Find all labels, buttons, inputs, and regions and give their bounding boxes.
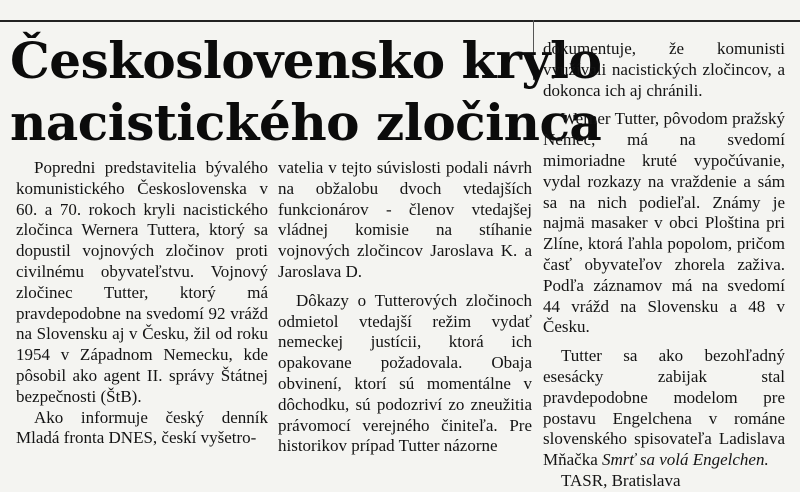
paragraph: dokumentuje, že komunisti využívali nacistických zločincov, a dokonca ich aj chránili. bbox=[543, 39, 785, 100]
byline: TASR, Bratislava bbox=[561, 470, 681, 490]
paragraph: Werner Tutter, pôvodom pražský Nemec, má na svedomí mimoriadne kruté vypočúvanie, vydal rozkazy na vraždenie a sám sa na nich podieľal. Známy je najmä masaker v obci Ploština pri Zlíne, ktorá ľahla popolom, pričom časť obyvateľov zhorela zaživa. Podľa záznamov má na svedomí 44 vrážd na Slovensku a 48 v Česku. bbox=[543, 109, 785, 337]
headline bbox=[10, 30, 602, 154]
paragraph: Dôkazy o Tutterových zločinoch odmietol vtedajší režim vydať nemeckej justícii, ktorá ich opakovane požadovala. Obaja obvinení, ktorí sú momentálne v dôchodku, sú podozriví zo zneužitia právomocí verejného činiteľa. Pre historikov prípad Tutter názorne bbox=[278, 290, 532, 456]
article-column-3 bbox=[543, 39, 785, 492]
article-column-2 bbox=[278, 158, 532, 457]
paragraph: vatelia v tejto súvislosti podali návrh na obžalobu dvoch vtedajších funkcionárov - členov vtedajšej vládnej komisie na stíhanie vojnových zločincov Jaroslava K. a Jaroslava D. bbox=[278, 158, 532, 281]
book-title: Smrť sa volá Engelchen. bbox=[602, 450, 769, 470]
paragraph bbox=[543, 346, 785, 471]
headline-line-2: nacistického zločinca bbox=[10, 93, 602, 152]
top-rule bbox=[0, 20, 800, 22]
paragraph: Popredni predstavitelia bývalého komunistického Československa v 60. a 70. rokoch kryli nacistického zločinca Wernera Tuttera, ktorý sa dopustil vojnových zločinov proti civilnému obyvateľstvu. Vojnový zločinec Tutter, ktorý má pravdepodobne na svedomí 92 vrážd na Slovensku aj v Česku, žil od roku 1954 v Západnom Nemecku, kde pôsobil ako agent II. správy Štátnej bezpečnosti (ŠtB). bbox=[16, 158, 268, 406]
headline-line-1: Československo krylo bbox=[10, 31, 602, 90]
paragraph-text: Tutter sa ako bezohľadný esesácky zabijak stal pravdepodobne modelom pre postavu Engelchena v románe slovenského spisovateľa Ladislava Mňačka bbox=[543, 346, 785, 470]
article-column-1 bbox=[16, 158, 268, 449]
paragraph: Ako informuje český denník Mladá fronta DNES, českí vyšetro- bbox=[16, 407, 268, 448]
